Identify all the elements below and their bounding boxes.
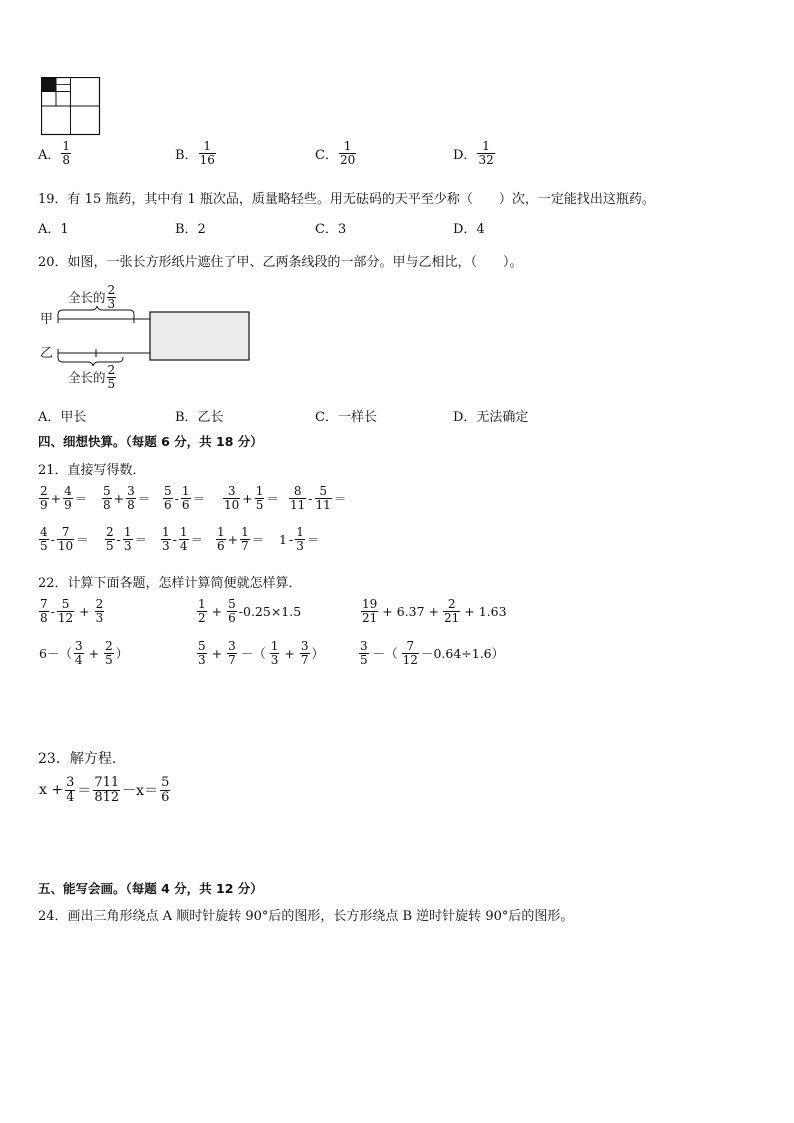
section4-title: 四、细想快算。（每题 6 分，共 18 分） bbox=[38, 434, 263, 449]
q19-text: 19．有 15 瓶药，其中有 1 瓶次品，质量略轻些。用无砝码的天平至少称（ ）次，一定能找出这瓶药。 bbox=[38, 192, 655, 207]
q20-text: 20．如图，一张长方形纸片遮住了甲、乙两条线段的一部分。甲与乙相比，（ ）。 bbox=[38, 255, 523, 270]
q22-expr-4: 6－（ $\frac{3}{4}$ + $\frac{2}{5}$ ） bbox=[39, 639, 129, 667]
q21-text: 21．直接写得数． bbox=[38, 463, 146, 478]
q22-expr-2: $\frac{1}{2}$ + $\frac{5}{6}$ -0.25×1.5 bbox=[198, 597, 302, 625]
q18-option-a[interactable]: A． $\frac{1}{8}$ bbox=[38, 139, 71, 167]
q21-expr-9: $\frac{1}{6}$ + $\frac{1}{7}$ ＝ bbox=[217, 525, 265, 553]
q18-option-c[interactable]: C． $\frac{1}{20}$ bbox=[315, 139, 356, 167]
q21-expr-3: $\frac{5}{6}$ - $\frac{1}{6}$ ＝ bbox=[164, 484, 206, 512]
fraction: $\frac{1}{16}$ bbox=[199, 139, 215, 167]
q20-figure bbox=[38, 282, 258, 392]
q23-text: 23．解方程. bbox=[38, 751, 117, 767]
q21-expr-2: $\frac{5}{8}$ + $\frac{3}{8}$ ＝ bbox=[103, 484, 151, 512]
fraction: $\frac{1}{20}$ bbox=[339, 139, 356, 167]
q20-option-b[interactable]: B．乙长 bbox=[175, 410, 224, 425]
q21-row1 bbox=[38, 485, 378, 521]
q20-option-a[interactable]: A．甲长 bbox=[38, 410, 87, 425]
q22-expr-6: $\frac{3}{5}$ －（ $\frac{7}{12}$ －0.64÷1.6） bbox=[360, 639, 505, 667]
q20-line-b-label: 乙 bbox=[40, 346, 54, 361]
q21-expr-4: $\frac{3}{10}$ + $\frac{1}{5}$ ＝ bbox=[224, 484, 279, 512]
fraction: $\frac{1}{8}$ bbox=[62, 139, 71, 167]
q21-expr-8: $\frac{1}{3}$ - $\frac{1}{4}$ ＝ bbox=[162, 525, 204, 553]
q20-option-d[interactable]: D．无法确定 bbox=[453, 410, 529, 425]
q19-option-c[interactable]: C．3 bbox=[315, 222, 347, 237]
q18-square-figure bbox=[41, 77, 102, 137]
q20-option-c[interactable]: C．一样长 bbox=[315, 410, 377, 425]
q24-text: 24．画出三角形绕点 A 顺时针旋转 90°后的图形，长方形绕点 B 逆时针旋转 90°后的图形。 bbox=[38, 909, 574, 924]
q18-option-b[interactable]: B． $\frac{1}{16}$ bbox=[175, 139, 215, 167]
q22-expr-1: $\frac{7}{8}$ - $\frac{5}{12}$ + $\frac{2}{3}$ bbox=[40, 597, 104, 625]
q21-expr-1: $\frac{2}{9}$ + $\frac{4}{9}$ ＝ bbox=[40, 484, 88, 512]
q20-bottom-label: 全长的 $\frac{2}{5}$ bbox=[68, 363, 116, 391]
q22-expr-3: $\frac{19}{21}$ + 6.37 + $\frac{2}{21}$ + 1.63 bbox=[362, 597, 507, 625]
q19-option-d[interactable]: D．4 bbox=[453, 222, 485, 237]
fraction: $\frac{2}{3}$ bbox=[107, 283, 116, 311]
fraction: $\frac{1}{32}$ bbox=[478, 139, 494, 167]
q21-expr-7: $\frac{2}{5}$ - $\frac{1}{3}$ ＝ bbox=[106, 525, 148, 553]
fraction: $\frac{2}{5}$ bbox=[107, 363, 116, 391]
q21-expr-6: $\frac{4}{5}$ - $\frac{7}{10}$ ＝ bbox=[40, 525, 89, 553]
q19-option-b[interactable]: B．2 bbox=[175, 222, 206, 237]
q20-line-a-label: 甲 bbox=[40, 312, 54, 327]
q22-expr-5: $\frac{5}{3}$ + $\frac{3}{7}$ －（ $\frac{1}{3}$ + $\frac{3}{7}$ ） bbox=[198, 639, 325, 667]
q19-option-a[interactable]: A．1 bbox=[38, 222, 69, 237]
q18-option-d[interactable]: D． $\frac{1}{32}$ bbox=[453, 139, 494, 167]
q21-expr-10: 1 - $\frac{1}{3}$ ＝ bbox=[279, 525, 320, 553]
q22-text: 22．计算下面各题，怎样计算简便就怎样算． bbox=[38, 576, 302, 591]
q23-equation: x + $\frac{3}{4}$ ＝ $\frac{711}{812}$ －x＝ $\frac{5}{6}$ bbox=[39, 775, 170, 805]
q21-row2 bbox=[38, 526, 378, 562]
q20-top-label: 全长的 $\frac{2}{3}$ bbox=[68, 283, 116, 311]
section5-title: 五、能写会画。（每题 4 分，共 12 分） bbox=[38, 881, 263, 896]
q21-expr-5: $\frac{8}{11}$ - $\frac{5}{11}$ ＝ bbox=[290, 484, 347, 512]
